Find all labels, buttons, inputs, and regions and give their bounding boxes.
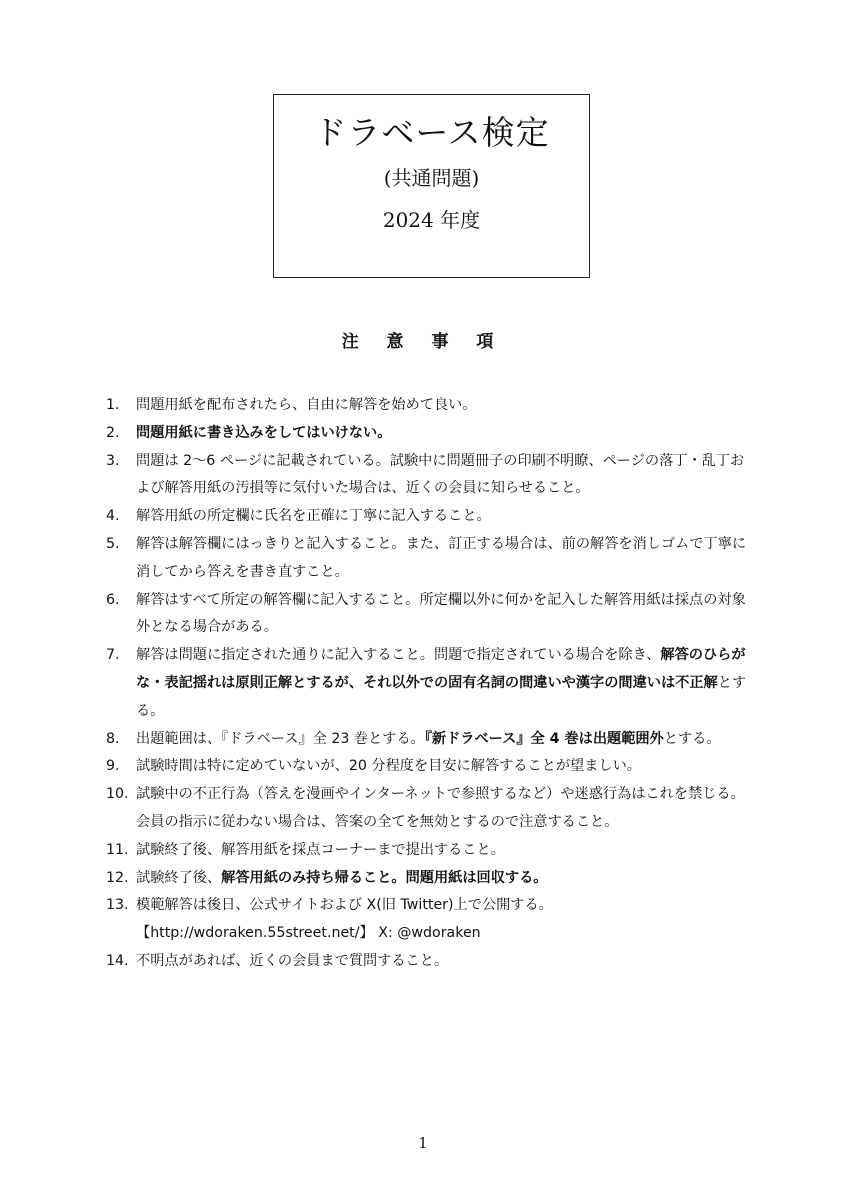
document-year: 2024 年度 [382,208,481,232]
note-text-segment: 試験終了後、 [136,869,222,886]
note-item [106,503,756,531]
note-item [106,892,756,948]
note-text [136,448,756,504]
page-number: 1 [418,1134,428,1152]
note-number: 9. [106,758,120,775]
note-text-segment: 試験終了後、解答用紙を採点コーナーまで提出すること。 [136,841,505,858]
note-number: 7. [106,647,120,664]
note-number: 8. [106,730,120,747]
note-text-segment: 問題は 2～6 ページに記載されている。試験中に問題冊子の印刷不明瞭、ページの落丁・乱丁および解答用紙の汚損等に気付いた場合は、近くの会員に知らせること。 [136,452,745,497]
title-box [273,94,590,278]
note-item [106,753,756,781]
note-text [136,865,756,893]
note-text [136,531,756,587]
note-text [136,892,756,948]
note-number: 3. [106,452,120,469]
note-text-segment: 問題用紙を配布されたら、自由に解答を始めて良い。 [136,397,477,413]
note-text-bold: 解答のひらがな・表記揺れは原則正解とするが、それ以外での固有名詞の間違いや漢字の間違いは不正解 [136,647,746,691]
note-item [106,448,756,504]
note-text-segment: 模範解答は後日、公式サイトおよび X(旧 Twitter)上で公開する。 [136,897,553,914]
note-text-bold: 問題用紙に書き込みをしてはいけない。 [136,424,392,441]
note-number: 1. [106,397,120,413]
note-text-segment: 【http://wdoraken.55street.net/】 X: @wdoraken [136,925,481,942]
note-text-segment: 解答はすべて所定の解答欄に記入すること。所定欄以外に何かを記入した解答用紙は採点の対象外となる場合がある。 [136,591,746,636]
note-text-segment: 出題範囲は、『ドラベース』全 23 巻とする。 [136,730,425,747]
note-item [106,642,756,725]
notes-heading: 注 意 事 項 [341,332,505,352]
note-text-segment: 解答は問題に指定された通りに記入すること。問題で指定されている場合を除き、 [136,647,661,664]
note-item [106,392,756,420]
note-number: 4. [106,508,120,525]
note-text-bold: 解答用紙のみ持ち帰ること。問題用紙は回収する。 [221,869,548,886]
note-text [136,948,756,976]
note-number: 10. [106,786,129,803]
note-text [136,781,756,837]
note-text [136,753,756,781]
note-item [106,948,756,976]
note-text-segment: 試験時間は特に定めていないが、20 分程度を目安に解答することが望ましい。 [136,758,641,775]
note-text-segment: 解答用紙の所定欄に氏名を正確に丁寧に記入すること。 [136,508,491,525]
note-item [106,420,756,448]
note-item [106,865,756,893]
note-item [106,781,756,837]
note-number: 11. [106,841,129,858]
document-subtitle: (共通問題) [383,166,480,190]
note-text [136,642,756,725]
note-number: 6. [106,591,120,608]
note-item [106,837,756,865]
document-title: ドラベース検定 [313,113,550,152]
note-text-bold: 『新ドラベース』全 4 巻は出題範囲外 [424,730,664,747]
note-text [136,726,756,754]
note-text [136,837,756,865]
note-item [106,587,756,643]
note-number: 5. [106,535,120,552]
notes-list [106,392,756,976]
note-number: 13. [106,897,129,914]
note-text [136,587,756,643]
note-item [106,726,756,754]
note-number: 12. [106,869,129,886]
note-text [136,420,756,448]
note-text-segment: とする。 [663,730,721,747]
note-text-segment: とする。 [136,674,747,719]
note-text-segment: 不明点があれば、近くの会員まで質問すること。 [136,952,449,969]
note-item [106,531,756,587]
note-text-segment: 解答は解答欄にはっきりと記入すること。また、訂正する場合は、前の解答を消しゴムで丁寧に消してから答えを書き直すこと。 [136,535,747,580]
note-text [136,392,756,420]
note-text-segment: 試験中の不正行為（答えを漫画やインターネットで参照するなど）や迷惑行為はこれを禁じる。会員の指示に従わない場合は、答案の全てを無効とするので注意すること。 [136,786,745,830]
note-text [136,503,756,531]
note-number: 14. [106,952,129,969]
note-number: 2. [106,424,120,441]
